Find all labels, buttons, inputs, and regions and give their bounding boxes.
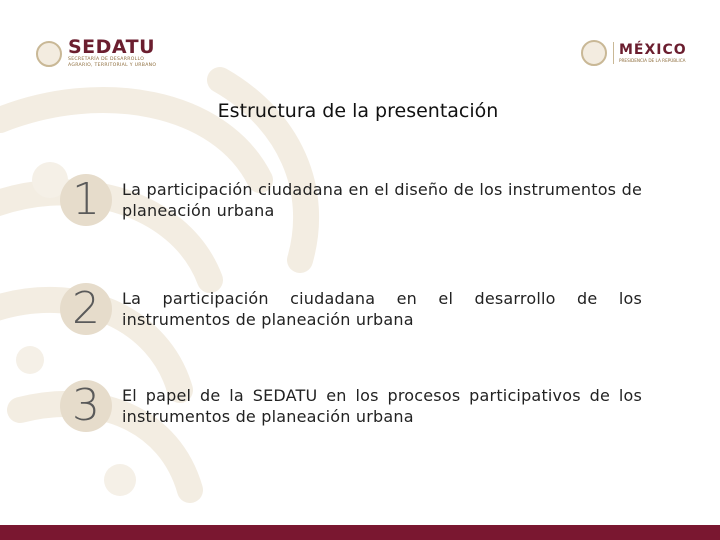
agenda-item-3 [60,380,650,432]
slide-title-text: Estructura de la presentación [217,100,499,122]
number-badge [60,174,112,226]
logo-divider [613,42,614,64]
agenda-item-1 [60,174,650,226]
item-text: La participación ciudadana en el desarrollo de los instrumentos de planeación urbana [122,289,642,329]
mexico-brand-text: MÉXICO [619,41,687,58]
slide-title [0,100,720,122]
item-text: La participación ciudadana en el diseño de los instrumentos de planeación urbana [122,180,642,220]
item-text: El papel de la SEDATU en los procesos participativos de los instrumentos de planeación urbana [122,386,642,426]
item-number: 3 [72,380,100,431]
agenda-item-2 [60,283,650,335]
mexico-subtitle: PRESIDENCIA DE LA REPÚBLICA [619,57,686,63]
number-badge [60,283,112,335]
coat-of-arms-icon [36,41,62,67]
coat-of-arms-icon [581,40,607,66]
footer-bar [0,525,720,540]
item-number: 2 [72,283,100,334]
sedatu-brand-text: SEDATU [68,36,156,58]
sedatu-logo [36,38,156,69]
sedatu-subtitle-line2: AGRARIO, TERRITORIAL Y URBANO [68,63,157,68]
mexico-logo [581,40,687,66]
number-badge [60,380,112,432]
sedatu-subtitle-line1: SECRETARÍA DE DESARROLLO [68,57,145,62]
item-number: 1 [72,174,100,225]
